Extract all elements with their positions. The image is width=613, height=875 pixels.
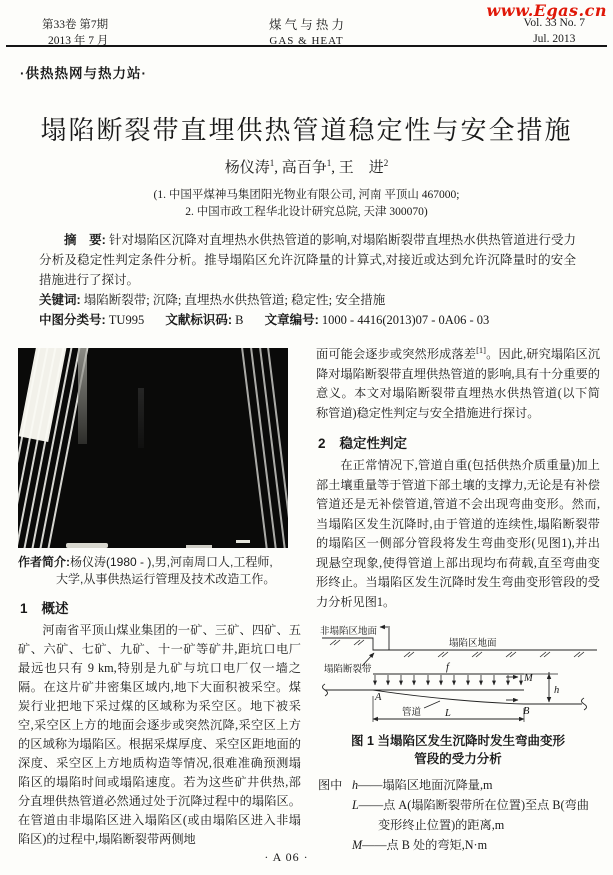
author: 王 进$^2$ [338, 158, 389, 176]
section-1-body: 河南省平顶山煤业集团的一矿、三矿、四矿、五矿、六矿、七矿、九矿、十一矿等矿井,距坑口电厂最远也只有 9 km,特别是九矿与坑口电厂仅一墙之隔。在这片矿井密集区域内,地下大面积被采空。煤炭行业把地下采过煤的区域称为采空区。地下被采空,采空区上方的地面会逐步或突然沉降,采空区上方的区域称为塌陷区。根据采煤厚度、采空区距地面的深度、采空区上方地质构造等情况,很难准确预测塌陷区的塌陷时间或塌陷速度。若为这些矿井供热,部分直埋供热管道必然通过处于沉降过程中的塌陷区。在管道由非塌陷区进入塌陷区(或由塌陷区进入非塌陷区)的过程中,塌陷断裂带两侧地 [18, 623, 301, 846]
point-a-label: A [375, 692, 382, 704]
legend-item: M——点 B 处的弯矩,N·m [352, 838, 488, 853]
section-1-heading: 1 概述 [20, 601, 69, 616]
author-photo [18, 348, 288, 548]
date-en: Jul. 2013 [533, 33, 576, 45]
point-b-label: B [523, 706, 530, 718]
photo-mark [236, 540, 250, 543]
author-bio [18, 554, 301, 588]
abstract-text: 针对塌陷区沉降对直埋热水供热管道的影响,对塌陷断裂带直埋热水供热管道进行受力分析及稳定性判定条件分析。推导塌陷区允许沉降量的计算式,对接近或达到允许沉降量时的安全措施进行了探讨。 [39, 233, 576, 287]
section-2-heading: 2 稳定性判定 [318, 436, 408, 452]
keywords-row [39, 290, 576, 310]
legend-item: L——点 A(塌陷断裂带所在位置)至点 B(弯曲变形终止位置)的距离,m [352, 798, 589, 833]
pipe-label: 管道 [402, 708, 422, 719]
keywords-text: 塌陷断裂带; 沉降; 直埋热水供热管道; 稳定性; 安全措施 [83, 293, 386, 307]
journal-title-cn: 煤 气 与 热 力 [268, 18, 344, 32]
left-column [18, 348, 301, 849]
author-line [0, 156, 613, 177]
photo-streak [138, 388, 144, 448]
volume-issue-cn: 第33卷 第7期 [42, 19, 109, 31]
legend-prefix: 图中 [318, 778, 343, 793]
load-label: f [446, 662, 449, 674]
keywords-label: 关键词: [39, 293, 81, 307]
section-1-body-continued: 面可能会逐步或突然形成落差[1]。因此,研究塌陷区沉降对塌陷断裂带直埋供热管道的影响,具有十分重要的意义。本文对塌陷断裂带直埋热水供热管道(以下简称管道)稳定性判定与安全措施进行探讨。 [316, 345, 601, 420]
photo-streak [78, 348, 87, 444]
article-no-value: 1000 - 4416(2013)07 - 0A06 - 03 [321, 313, 490, 327]
volume-issue-en: Vol. 33 No. 7 [523, 17, 585, 29]
clc-value: TU995 [108, 313, 145, 327]
affiliation-line-2: 2. 中国市政工程华北设计研究总院, 天津 300070) [185, 206, 428, 218]
date-cn: 2013 年 7 月 [48, 35, 109, 47]
photo-mark [66, 543, 108, 548]
doc-code-value: B [235, 313, 244, 327]
article-title: 塌陷断裂带直埋供热管道稳定性与安全措施 [40, 116, 573, 145]
section-2-body: 在正常情况下,管道自重(包括供热介质重量)加上部土壤重量等于管道下部土壤的支撑力,无论是有补偿管道还是无补偿管道,管道不会出现弯曲变形。然而,当塌陷区发生沉降时,由于管道的连续性,塌陷断裂带的塌陷区一侧部分管段将发生弯曲变形(见图1),并出现悬空现象,使得管道上部出现均布荷载,直至弯曲变形终止。当塌陷区发生沉降时发生弯曲变形管段的受力分析见图1。 [316, 458, 600, 609]
clc-label: 中图分类号: [39, 313, 106, 327]
author-bio-line-2: 大学,从事供热运行管理及技术改造工作。 [56, 572, 276, 586]
moment-label: M [524, 673, 533, 685]
affiliation-line-1: (1. 中国平煤神马集团阳光物业有限公司, 河南 平顶山 467000; [153, 189, 460, 201]
ground-left-label: 非塌陷区地面 [320, 627, 378, 638]
figure1-diagram [316, 616, 600, 730]
right-column [316, 341, 600, 855]
site-watermark: www.Egas.cn [486, 1, 607, 20]
photo-line [265, 348, 288, 548]
photo-mark [186, 545, 212, 548]
abstract-block [39, 230, 576, 330]
abstract-label: 摘 要: [64, 233, 106, 247]
ground-right-label: 塌陷区地面 [449, 639, 497, 650]
settlement-label: h [554, 685, 560, 697]
legend-item: h——塌陷区地面沉降量,m [352, 778, 493, 793]
author: 杨仪涛$^1$, [224, 158, 282, 176]
doc-code-label: 文献标识码: [165, 313, 233, 327]
author: 高百争$^1$, [281, 158, 339, 176]
fracture-zone-label: 塌陷断裂带 [324, 665, 372, 676]
header-rule [6, 45, 607, 47]
figure1-caption: 图 1 当塌陷区发生沉降时发生弯曲变形 管段的受力分析 [351, 734, 565, 767]
figure1-legend [316, 775, 600, 855]
author-bio-label: 作者简介: [18, 555, 70, 569]
journal-title-en: GAS & HEAT [269, 35, 344, 47]
column-section-label: ·供热热网与热力站· [20, 66, 147, 81]
classification-row [39, 310, 576, 330]
span-label: L [445, 708, 451, 720]
abstract [39, 230, 576, 290]
reference-marker: [1] [476, 345, 487, 355]
author-bio-line-1: 作者简介:杨仪涛(1980 - ),男,河南周口人,工程师, [18, 555, 273, 569]
page-number: · A 06 · [264, 850, 309, 864]
article-no-label: 文章编号: [264, 313, 319, 327]
